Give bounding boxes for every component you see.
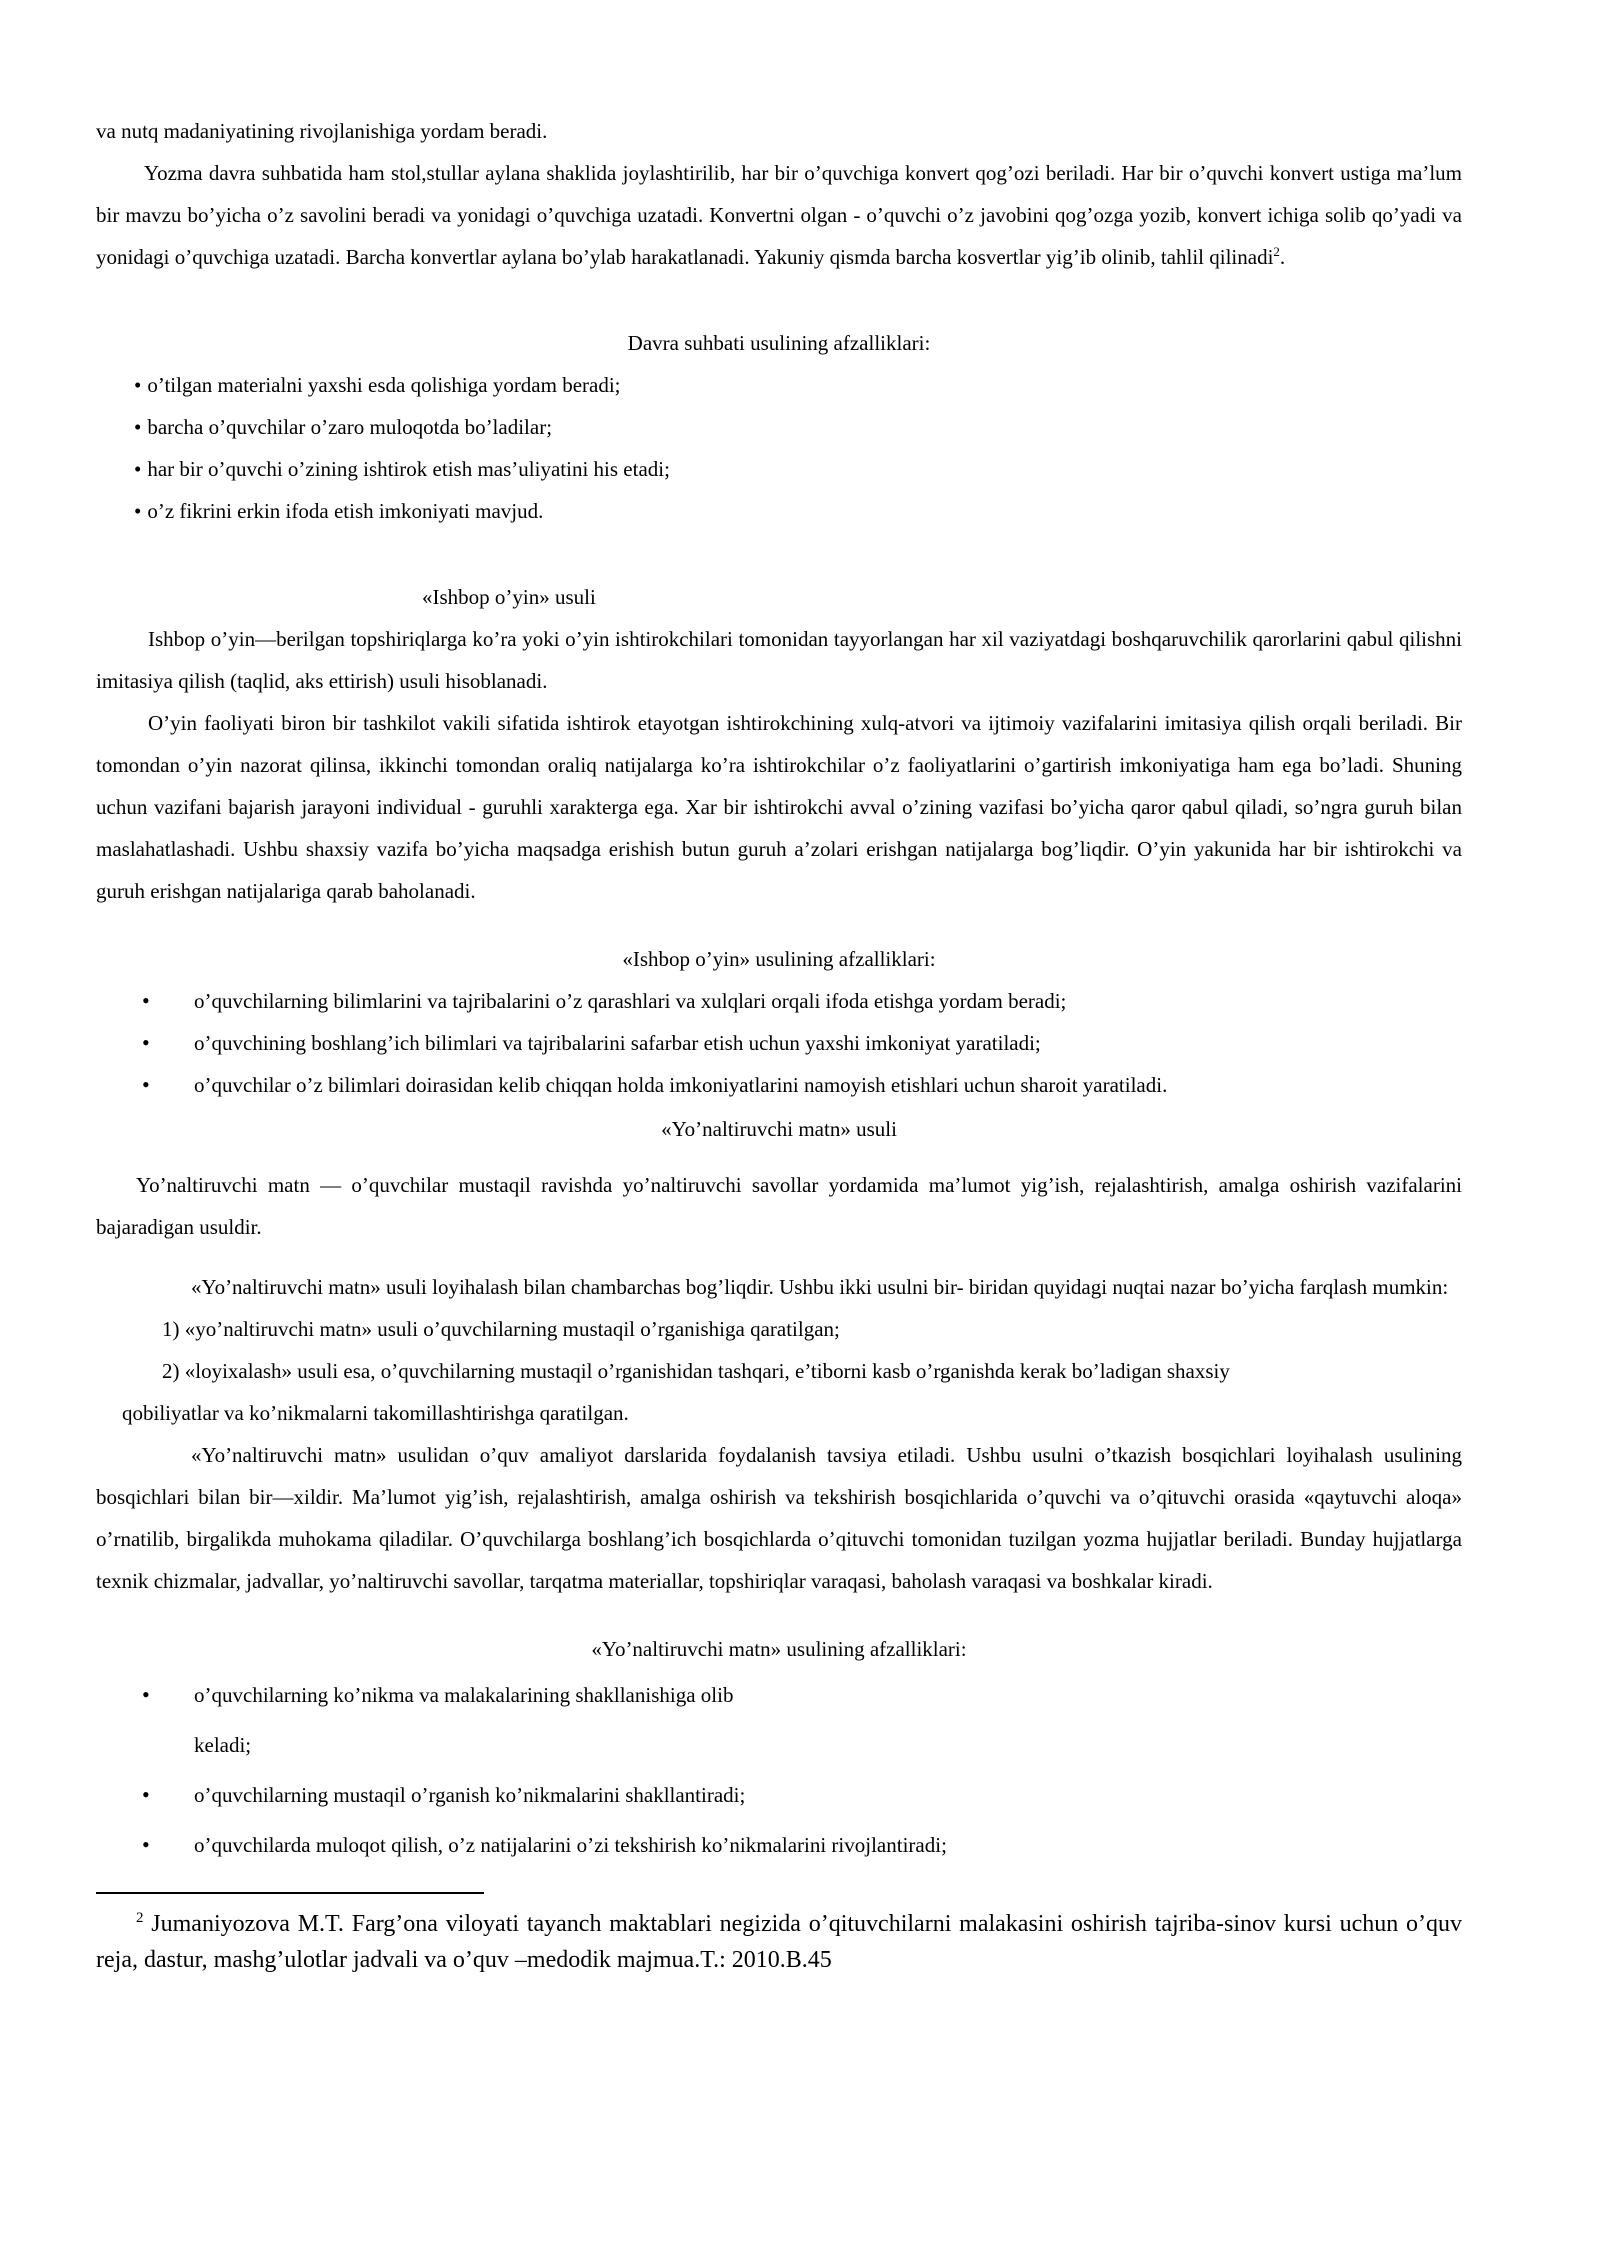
list-item-text: o’quvchilarning mustaqil o’rganish ko’nikmalarini shakllantiradi; — [194, 1783, 746, 1807]
bullet-icon: • — [134, 373, 142, 397]
footnote-number: 2 — [136, 1910, 144, 1926]
bullet-icon: • — [142, 1682, 150, 1707]
list-guiding-text-advantages — [96, 1670, 1462, 1870]
paragraph-intro-end: va nutq madaniyatining rivojlanishiga yordam beradi. — [96, 119, 548, 143]
paragraph-guiding-text-definition: Yo’naltiruvchi matn — o’quvchilar mustaqil ravishda yo’naltiruvchi savollar yordamida ma’lumot yig’ish, rejalashtirish, amalga oshirish vazifalarini bajaradigan usuldir. — [96, 1173, 1462, 1239]
footnote-separator — [96, 1892, 484, 1894]
list-item-text: o’quvchilar o’z bilimlari doirasidan kelib chiqqan holda imkoniyatlarini namoyish etishlari uchun sharoit yaratiladi. — [194, 1073, 1168, 1097]
list-item — [134, 490, 1462, 532]
list-item-text: o’z fikrini erkin ifoda etish imkoniyati mavjud. — [147, 499, 544, 523]
bullet-icon: • — [142, 1030, 150, 1055]
bullet-icon: • — [134, 415, 142, 439]
footnote — [96, 1906, 1462, 1978]
paragraph-guiding-text-comparison: «Yo’naltiruvchi matn» usuli loyihalash bilan chambarchas bog’liqdir. Ushbu ikki usulni bir- biridan quyidagi nuqtai nazar bo’yicha farqlash mumkin: — [191, 1275, 1449, 1299]
list-item-text: o’quvchilarning ko’nikma va malakalarining shakllanishiga olib — [194, 1683, 734, 1707]
bullet-icon: • — [134, 499, 142, 523]
footnote-reference: 2 — [1273, 244, 1280, 259]
list-round-table-advantages — [96, 364, 1462, 532]
list-item-text: keladi; — [194, 1733, 252, 1757]
bullet-icon: • — [142, 1072, 150, 1097]
heading-guiding-text-advantages: «Yo’naltiruvchi matn» usulining afzalliklari: — [591, 1637, 967, 1661]
bullet-icon: • — [142, 988, 150, 1013]
paragraph-end-punct: . — [1279, 245, 1286, 269]
list-item — [134, 406, 1462, 448]
list-item — [96, 1820, 1462, 1870]
paragraph-written-round-table — [96, 152, 1462, 278]
list-item — [96, 980, 1462, 1022]
list-item — [96, 1022, 1462, 1064]
list-item — [96, 1770, 1462, 1820]
list-item-text: o’quvchilarda muloqot qilish, o’z natijalarini o’zi tekshirish ko’nikmalarini rivojlantiradi; — [194, 1833, 947, 1857]
heading-business-game: «Ishbop o’yin» usuli — [422, 585, 596, 609]
list-item — [96, 1064, 1462, 1106]
document-page — [96, 110, 1462, 1978]
bullet-icon: • — [142, 1782, 150, 1807]
list-item — [134, 448, 1462, 490]
list-item — [96, 1670, 1462, 1720]
bullet-icon: • — [134, 457, 142, 481]
list-item-text: o’quvchilarning bilimlarini va tajribalarini o’z qarashlari va xulqlari orqali ifoda etishga yordam beradi; — [194, 989, 1067, 1013]
numbered-item-1: 1) «yo’naltiruvchi matn» usuli o’quvchilarning mustaqil o’rganishiga qaratilgan; — [162, 1317, 840, 1341]
list-item — [134, 364, 1462, 406]
footnote-text: Jumaniyozova M.T. Farg’ona viloyati tayanch maktablari negizida o’qituvchilarni malakasini oshirish tajriba-sinov kursi uchun o’quv reja, dastur, mashg’ulotlar jadvali va o’quv –medodik majmua.T.: 2010.B.45 — [96, 1911, 1463, 1973]
paragraph-business-game-definition: Ishbop o’yin—berilgan topshiriqlarga ko’ra yoki o’yin ishtirokchilari tomonidan tayyorlangan har xil vaziyatdagi boshqaruvchilik qarorlarini qabul qilishni imitasiya qilish (taqlid, aks ettirish) usuli hisoblanadi. — [96, 627, 1462, 693]
list-business-game-advantages — [96, 980, 1462, 1106]
list-item-text: o’quvchining boshlang’ich bilimlari va tajribalarini safarbar etish uchun yaxshi imkoniyat yaratiladi; — [194, 1031, 1041, 1055]
numbered-item-2-continuation: qobiliyatlar va ko’nikmalarni takomillashtirishga qaratilgan. — [122, 1401, 629, 1425]
list-item-continuation — [96, 1720, 1462, 1770]
paragraph-business-game-activity: O’yin faoliyati biron bir tashkilot vakili sifatida ishtirok etayotgan ishtirokchining xulq-atvori va ijtimoiy vazifalarini imitasiya qilish orqali beriladi. Bir tomondan o’yin nazorat qilinsa, ikkinchi tomondan oraliq natijalarga ko’ra ishtirokchilar o’z faoliyatlarini o’gartirish imkoniyatiga ham ega bo’ladi. Shuning uchun vazifani bajarish jarayoni individual - guruhli xarakterga ega. Xar bir ishtirokchi avval o’zining vazifasi bo’yicha qaror qabul qiladi, so’ngra guruh bilan maslahatlashadi. Ushbu shaxsiy vazifa bo’yicha maqsadga erishish butun guruh a’zolari erishgan natijalarga bog’liqdir. O’yin yakunida har bir ishtirokchi va guruh erishgan natijalariga qarab baholanadi. — [96, 711, 1462, 903]
heading-business-game-advantages: «Ishbop o’yin» usulining afzalliklari: — [622, 947, 936, 971]
list-item-text: har bir o’quvchi o’zining ishtirok etish mas’uliyatini his etadi; — [147, 457, 670, 481]
heading-guiding-text: «Yo’naltiruvchi matn» usuli — [661, 1117, 897, 1141]
paragraph-guiding-text-usage: «Yo’naltiruvchi matn» usulidan o’quv amaliyot darslarida foydalanish tavsiya etiladi. Ushbu usulni o’tkazish bosqichlari loyihalash usulining bosqichlari bilan bir—xildir. Ma’lumot yig’ish, rejalashtirish, amalga oshirish va tekshirish bosqichlarida o’quvchi va o’qituvchi orasida «qaytuvchi aloqa» o’rnatilib, birgalikda muhokama qiladilar. O’quvchilarga boshlang’ich bosqichlarda o’qituvchi tomonidan tuzilgan yozma hujjatlar beriladi. Bunday hujjatlarga texnik chizmalar, jadvallar, yo’naltiruvchi savollar, tarqatma materiallar, topshiriqlar varaqasi, baholash varaqasi va boshkalar kiradi. — [96, 1443, 1462, 1593]
heading-round-table-advantages: Davra suhbati usulining afzalliklari: — [627, 331, 931, 355]
numbered-item-2: 2) «loyixalash» usuli esa, o’quvchilarning mustaqil o’rganishidan tashqari, e’tiborni kasb o’rganishda kerak bo’ladigan shaxsiy — [162, 1359, 1230, 1383]
bullet-icon: • — [142, 1832, 150, 1857]
list-item-text: o’tilgan materialni yaxshi esda qolishiga yordam beradi; — [147, 373, 621, 397]
list-item-text: barcha o’quvchilar o’zaro muloqotda bo’ladilar; — [147, 415, 553, 439]
paragraph-text: Yozma davra suhbatida ham stol,stullar aylana shaklida joylashtirilib, har bir o’quvchiga konvert qog’ozi beriladi. Har bir o’quvchi konvert ustiga ma’lum bir mavzu bo’yicha o’z savolini beradi va yonidagi o’quvchiga uzatadi. Konvertni olgan - o’quvchi o’z javobini qog’ozga yozib, konvert ichiga solib qo’yadi va yonidagi o’quvchiga uzatadi. Barcha konvertlar aylana bo’ylab harakatlanadi. Yakuniy qismda barcha kosvertlar yig’ib olinib, tahlil qilinadi — [96, 161, 1462, 269]
